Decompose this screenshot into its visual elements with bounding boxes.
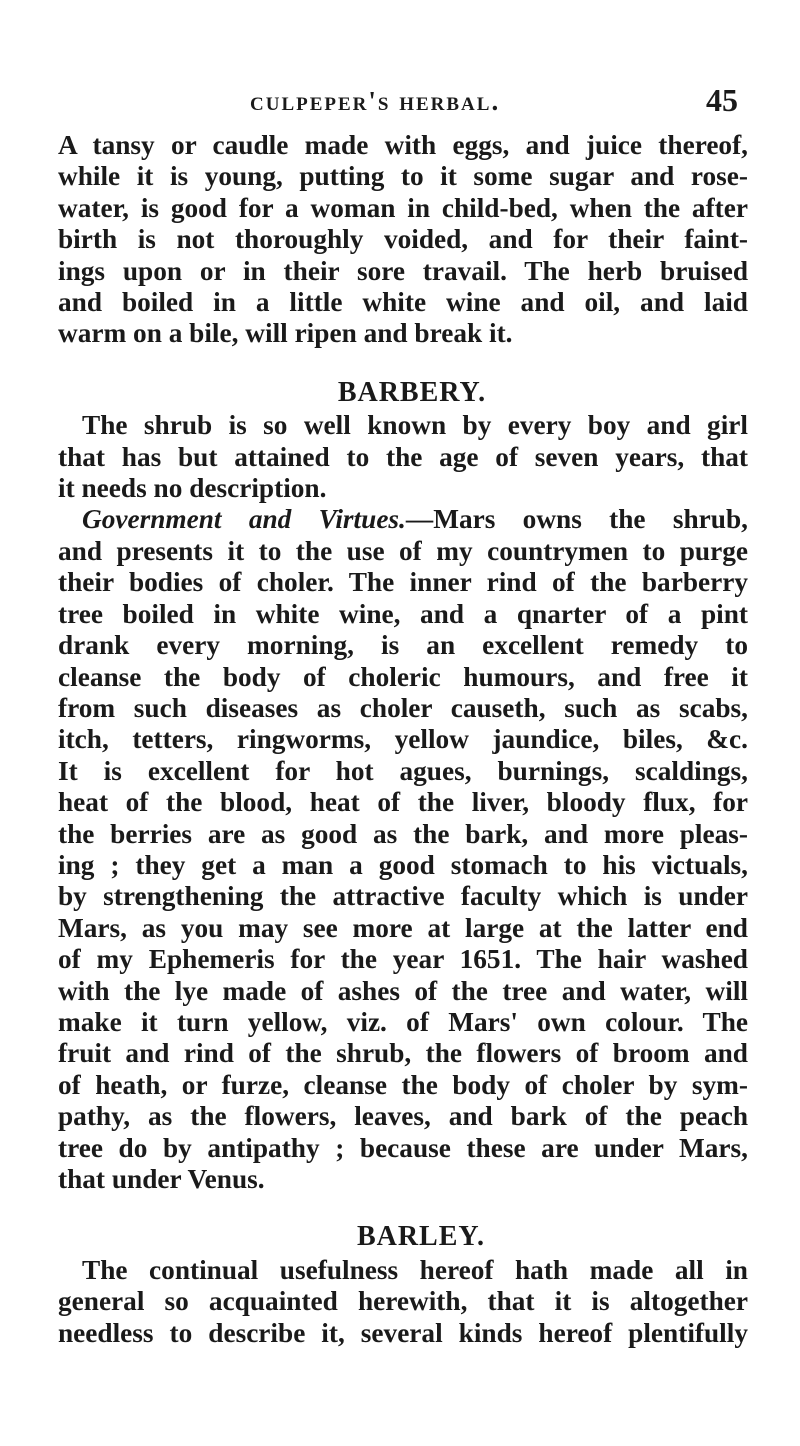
running-title: culpeper's herbal. [250, 86, 501, 116]
text-line: It is excellent for hot agues, burnings, scaldings, [58, 755, 748, 786]
text-line: tree boiled in white wine, and a qnarter of a pint [58, 598, 748, 629]
text-line: drank every morning, is an excellent remedy to [58, 630, 748, 661]
text-line: Mars, as you may see more at large at the latter end [58, 912, 748, 943]
barley-paragraph [58, 1255, 748, 1349]
text-line: and presents it to the use of my countrymen to purge [58, 535, 748, 566]
text-line: by strengthening the attractive faculty which is under [58, 881, 748, 912]
text-line: ing ; they get a man a good stomach to his victuals, [58, 849, 748, 880]
barbery-description [58, 410, 748, 504]
text-line: the berries are as good as the bark, and more pleas- [58, 818, 748, 849]
text-line: birth is not thoroughly voided, and for their faint- [58, 224, 748, 255]
text-line: and boiled in a little white wine and oil, and laid [58, 287, 748, 318]
government-first-line-text: —Mars owns the shrub, [405, 504, 748, 535]
text-line: The continual usefulness hereof hath made all in [82, 1254, 748, 1285]
text-line: general so acquainted herewith, that it is altogether [58, 1286, 748, 1317]
text-line: from such diseases as choler causeth, such as scabs, [58, 692, 748, 723]
text-line: that under Venus. [58, 1164, 265, 1194]
text-line: warm on a bile, will ripen and break it. [58, 318, 513, 349]
text-line: pathy, as the flowers, leaves, and bark of the peach [58, 1101, 748, 1132]
text-line: with the lye made of ashes of the tree and water, will [58, 975, 748, 1006]
text-line: fruit and rind of the shrub, the flowers of broom and [58, 1038, 748, 1069]
text-line: cleanse the body of choleric humours, and free it [58, 661, 748, 692]
government-label: Government and Virtues. [82, 504, 406, 535]
text-line: A tansy or caudle made with eggs, and juice thereof, [58, 130, 748, 160]
tansy-paragraph [58, 130, 748, 350]
section-heading-barbery: BARBERY. [337, 376, 487, 408]
page-number: 45 [706, 82, 738, 118]
section-heading-barley: BARLEY. [356, 1221, 486, 1253]
text-line: water, is good for a woman in child-bed, when the after [58, 192, 748, 223]
text-line: it needs no description. [58, 473, 327, 504]
running-head [0, 82, 800, 126]
text-line: needless to describe it, several kinds hereof plentifully [58, 1317, 748, 1348]
text-line: while it is young, putting to it some sugar and rose- [58, 161, 748, 192]
text-line: make it turn yellow, viz. of Mars' own colour. The [58, 1006, 748, 1037]
text-line: heat of the blood, heat of the liver, bloody flux, for [58, 787, 748, 818]
text-line: their bodies of choler. The inner rind of the barberry [58, 567, 748, 598]
text-line: of heath, or furze, cleanse the body of choler by sym- [58, 1069, 748, 1100]
text-line: tree do by antipathy ; because these are under Mars, [58, 1132, 748, 1163]
text-line: The shrub is so well known by every boy and girl [82, 410, 748, 441]
text-line: of my Ephemeris for the year 1651. The hair washed [58, 944, 748, 975]
text-line: that has but attained to the age of seven years, that [58, 441, 748, 472]
barbery-government-virtues [58, 504, 748, 1195]
text-line: itch, tetters, ringworms, yellow jaundice, biles, &c. [58, 724, 748, 755]
text-line [58, 504, 748, 535]
text-line: ings upon or in their sore travail. The herb bruised [58, 255, 748, 286]
body-text [58, 130, 748, 1349]
